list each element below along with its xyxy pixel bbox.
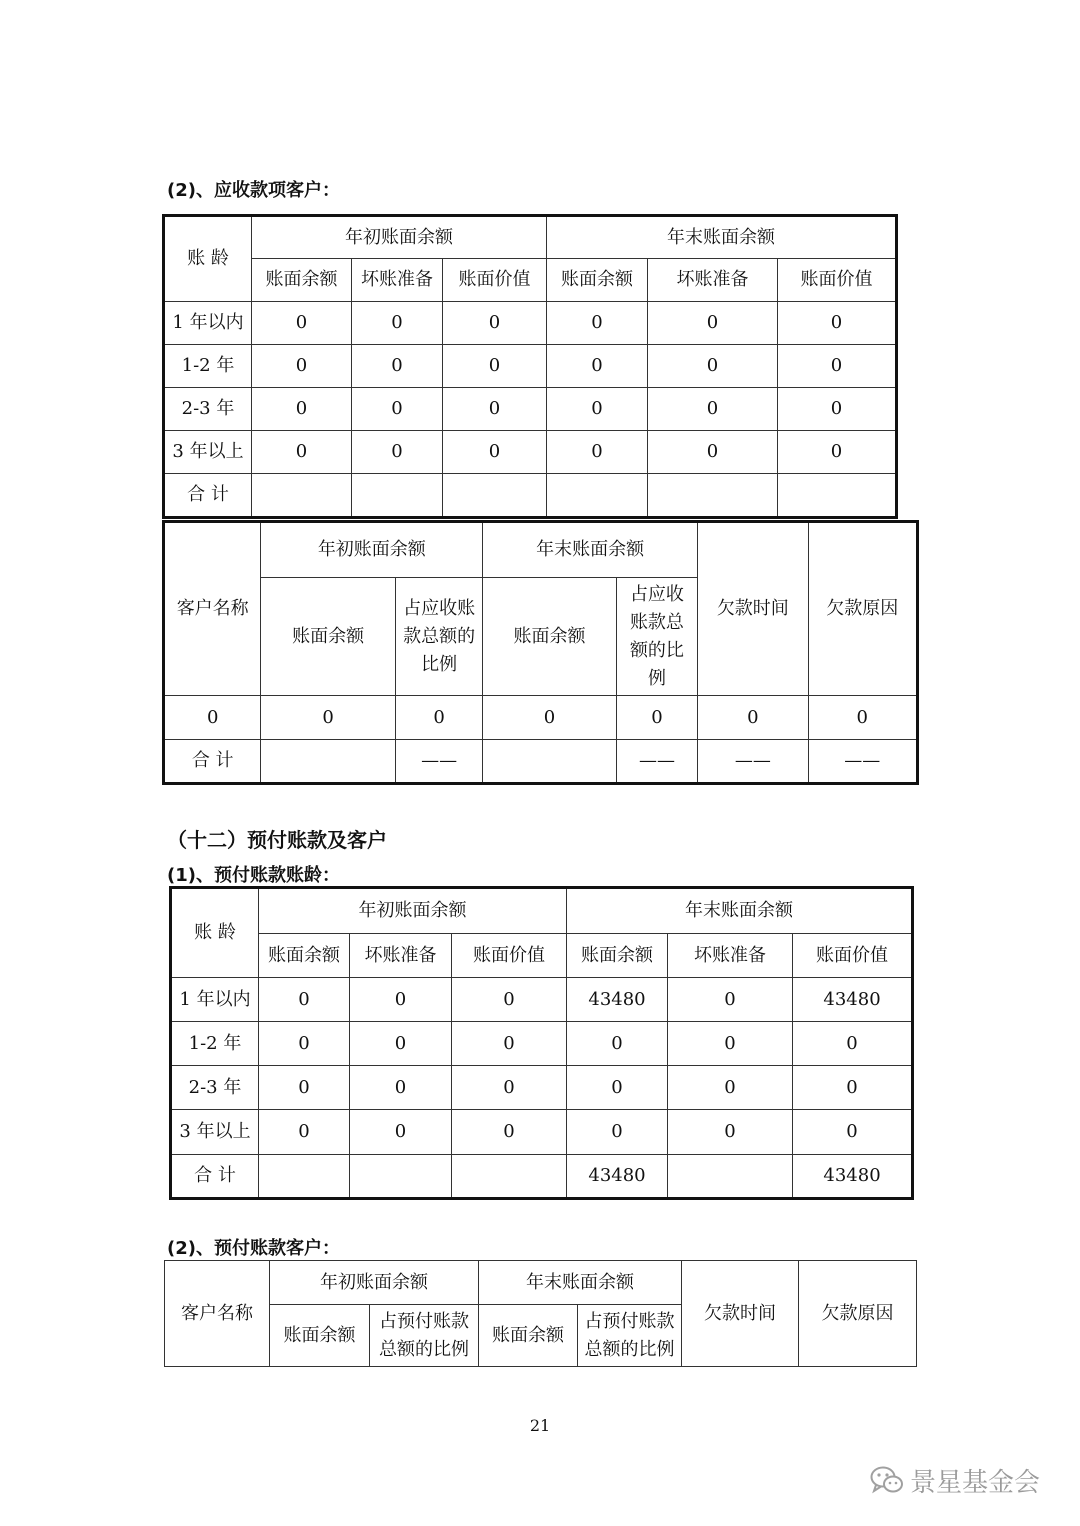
cell: 0 (443, 388, 547, 431)
cell: 0 (648, 388, 778, 431)
cell: 0 (668, 978, 793, 1022)
cell: 0 (164, 696, 261, 740)
cell: 0 (350, 1110, 452, 1155)
col-header: 账面价值 (443, 259, 547, 302)
cell: 0 (793, 1022, 913, 1066)
cell (261, 740, 396, 784)
cell: 0 (616, 696, 697, 740)
group-header-ending: 年末账面余额 (547, 216, 897, 259)
cell: 0 (808, 696, 917, 740)
group-header-beginning: 年初账面余额 (252, 216, 547, 259)
col-header: 坏账准备 (350, 934, 452, 978)
cell: 0 (352, 431, 443, 474)
table-row (171, 1066, 913, 1110)
cell: 0 (252, 388, 352, 431)
row-label: 3 年以上 (164, 431, 252, 474)
total-row (164, 474, 897, 518)
col-header: 占预付账款总额的比例 (578, 1305, 682, 1367)
owed-time-header: 欠款时间 (698, 522, 808, 696)
col-header: 账面余额 (483, 578, 617, 696)
aging-header-cell: 账 龄 (171, 888, 259, 978)
cell: 0 (668, 1066, 793, 1110)
owed-reason-header: 欠款原因 (808, 522, 917, 696)
col-header: 账面余额 (547, 259, 648, 302)
cell: 43480 (567, 978, 668, 1022)
cell: 0 (259, 1022, 350, 1066)
cell: 0 (567, 1022, 668, 1066)
row-label: 1-2 年 (164, 345, 252, 388)
customer-name-header: 客户名称 (164, 522, 261, 696)
row-label: 2-3 年 (171, 1066, 259, 1110)
col-header: 账面余额 (261, 578, 396, 696)
col-header: 占应收账款总额的比例 (395, 578, 482, 696)
cell: 0 (350, 1066, 452, 1110)
cell: 0 (350, 1022, 452, 1066)
table-row (164, 345, 897, 388)
cell: 0 (443, 431, 547, 474)
aging-header-cell: 账 龄 (164, 216, 252, 302)
receivables-customer-table (162, 520, 919, 785)
cell: 0 (452, 978, 567, 1022)
cell: 0 (352, 345, 443, 388)
cell: 0 (261, 696, 396, 740)
cell: 43480 (567, 1155, 668, 1199)
cell: 0 (259, 978, 350, 1022)
group-header-beginning: 年初账面余额 (270, 1261, 479, 1305)
col-header: 坏账准备 (668, 934, 793, 978)
cell: 0 (352, 388, 443, 431)
cell (443, 474, 547, 518)
total-row (171, 1155, 913, 1199)
cell: —— (616, 740, 697, 784)
total-label: 合 计 (164, 474, 252, 518)
page-number: 21 (529, 1416, 551, 1435)
col-header: 账面余额 (270, 1305, 370, 1367)
cell: 0 (350, 978, 452, 1022)
group-header-ending: 年末账面余额 (479, 1261, 682, 1305)
watermark (870, 1460, 1040, 1500)
cell: 0 (483, 696, 617, 740)
cell: 0 (778, 302, 897, 345)
table-row (171, 1110, 913, 1155)
table-row (171, 1022, 913, 1066)
cell: 0 (395, 696, 482, 740)
section-12-title: （十二）预付账款及客户 (167, 828, 387, 852)
cell: 0 (443, 345, 547, 388)
col-header: 账面余额 (567, 934, 668, 978)
cell (259, 1155, 350, 1199)
cell (452, 1155, 567, 1199)
col-header: 占预付账款总额的比例 (370, 1305, 479, 1367)
cell: 0 (547, 345, 648, 388)
table-row (164, 431, 897, 474)
owed-time-header: 欠款时间 (682, 1261, 799, 1367)
cell: —— (698, 740, 808, 784)
cell: 0 (547, 302, 648, 345)
cell: 0 (648, 302, 778, 345)
cell: 0 (567, 1066, 668, 1110)
row-label: 1 年以内 (171, 978, 259, 1022)
col-header: 账面余额 (252, 259, 352, 302)
col-header: 账面余额 (479, 1305, 578, 1367)
owed-reason-header: 欠款原因 (799, 1261, 917, 1367)
cell: 0 (648, 345, 778, 388)
cell (350, 1155, 452, 1199)
col-header: 坏账准备 (648, 259, 778, 302)
cell: 0 (668, 1110, 793, 1155)
cell: 0 (698, 696, 808, 740)
cell: 0 (452, 1110, 567, 1155)
table-row (171, 978, 913, 1022)
prepayment-aging-table (169, 886, 914, 1200)
cell: 0 (793, 1066, 913, 1110)
receivables-customer-heading: (2)、应收款项客户： (167, 180, 340, 201)
cell: 43480 (793, 1155, 913, 1199)
total-row (164, 740, 918, 784)
wechat-icon (870, 1465, 904, 1495)
cell: 0 (259, 1066, 350, 1110)
row-label: 2-3 年 (164, 388, 252, 431)
cell: 0 (443, 302, 547, 345)
cell: 0 (567, 1110, 668, 1155)
cell (648, 474, 778, 518)
cell: 0 (452, 1022, 567, 1066)
cell (547, 474, 648, 518)
cell: 0 (778, 431, 897, 474)
prepayment-customer-heading: (2)、预付账款客户： (167, 1238, 340, 1259)
total-label: 合 计 (164, 740, 261, 784)
group-header-ending: 年末账面余额 (483, 522, 698, 578)
table-row (164, 696, 918, 740)
row-label: 1 年以内 (164, 302, 252, 345)
cell: 0 (259, 1110, 350, 1155)
prepayment-aging-heading: (1)、预付账款账龄： (167, 865, 340, 886)
col-header: 账面价值 (452, 934, 567, 978)
cell: 0 (778, 388, 897, 431)
cell: 0 (252, 302, 352, 345)
table-row (164, 302, 897, 345)
cell: 0 (352, 302, 443, 345)
cell (483, 740, 617, 784)
group-header-beginning: 年初账面余额 (261, 522, 483, 578)
cell: 0 (648, 431, 778, 474)
cell: 0 (793, 1110, 913, 1155)
table-row (164, 388, 897, 431)
cell (778, 474, 897, 518)
prepayment-customer-table (164, 1260, 917, 1367)
cell: 0 (252, 431, 352, 474)
cell: 0 (547, 388, 648, 431)
row-label: 1-2 年 (171, 1022, 259, 1066)
watermark-text: 景星基金会 (910, 1467, 1041, 1498)
col-header: 坏账准备 (352, 259, 443, 302)
receivables-aging-table (162, 214, 898, 519)
col-header: 账面价值 (793, 934, 913, 978)
group-header-beginning: 年初账面余额 (259, 888, 567, 934)
col-header: 账面价值 (778, 259, 897, 302)
cell: 0 (778, 345, 897, 388)
cell: —— (395, 740, 482, 784)
cell: 43480 (793, 978, 913, 1022)
col-header: 账面余额 (259, 934, 350, 978)
cell: 0 (547, 431, 648, 474)
customer-name-header: 客户名称 (165, 1261, 270, 1367)
cell: —— (808, 740, 917, 784)
total-label: 合 计 (171, 1155, 259, 1199)
cell (352, 474, 443, 518)
cell (252, 474, 352, 518)
group-header-ending: 年末账面余额 (567, 888, 913, 934)
cell (668, 1155, 793, 1199)
cell: 0 (452, 1066, 567, 1110)
cell: 0 (668, 1022, 793, 1066)
cell: 0 (252, 345, 352, 388)
col-header: 占应收账款总额的比例 (616, 578, 697, 696)
row-label: 3 年以上 (171, 1110, 259, 1155)
